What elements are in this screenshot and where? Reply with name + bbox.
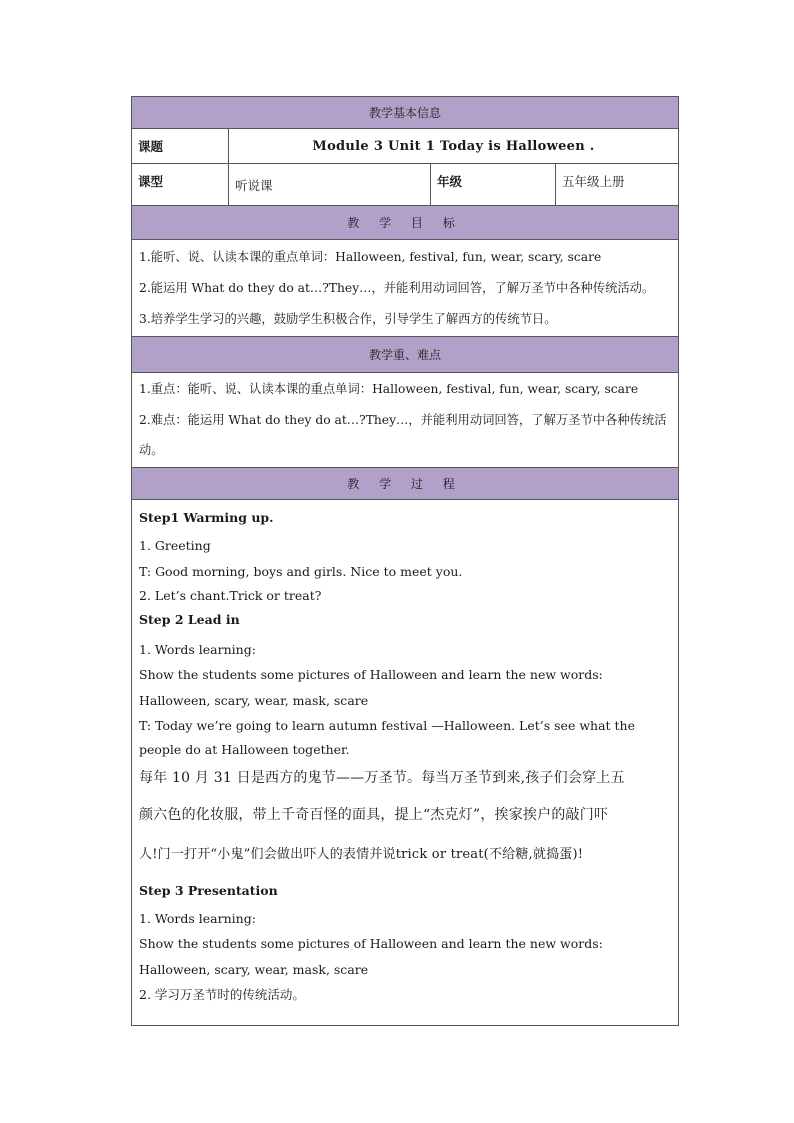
- step2-title: Step 2 Lead in: [139, 612, 240, 627]
- type-row: [132, 164, 679, 206]
- lesson-plan-sheet: [131, 96, 678, 1026]
- step1-title: Step1 Warming up.: [139, 510, 274, 525]
- process-body: [132, 500, 679, 1026]
- goals-header-row: [132, 206, 679, 240]
- step3-line: 2. 学习万圣节时的传统活动。: [139, 987, 305, 1002]
- step3-title: Step 3 Presentation: [139, 882, 278, 898]
- step1-line: T: Good morning, boys and girls. Nice to meet you.: [139, 563, 463, 579]
- process-header: 教 学 过 程: [132, 468, 679, 500]
- key-item: 1.重点：能听、说、认读本课的重点单词：Halloween, festival, fun, wear, scary, scare: [139, 382, 639, 396]
- topic-row: [132, 129, 679, 164]
- step2-line: 1. Words learning:: [139, 641, 256, 657]
- type-value: 听说课: [229, 164, 431, 206]
- step1-line: 2. Let’s chant.Trick or treat?: [139, 588, 322, 603]
- lesson-plan-table: [131, 96, 679, 1026]
- halloween-description-line: 每年 10 月 31 日是西方的鬼节——万圣节。每当万圣节到来,孩子们会穿上五: [139, 769, 625, 786]
- type-label: 课型: [132, 164, 229, 206]
- process-row: [132, 500, 679, 1026]
- process-header-row: [132, 468, 679, 500]
- keys-header: 教学重、难点: [132, 337, 679, 373]
- key-item: 2.难点：能运用 What do they do at…?They…，并能利用动词回答，了解万圣节中各种传统活动。: [139, 413, 667, 457]
- step2-line: Halloween, scary, wear, mask, scare: [139, 692, 369, 708]
- step3-line: Halloween, scary, wear, mask, scare: [139, 961, 369, 977]
- goals-header: 教 学 目 标: [132, 206, 679, 240]
- basic-info-header-row: [132, 97, 679, 129]
- basic-info-header: 教学基本信息: [132, 97, 679, 129]
- step1-line: 1. Greeting: [139, 538, 211, 553]
- step3-line: 1. Words learning:: [139, 910, 256, 926]
- grade-label: 年级: [431, 164, 556, 206]
- halloween-description-line: 颜六色的化妆服，带上千奇百怪的面具，提上“杰克灯”，挨家挨户的敲门吓: [139, 806, 609, 823]
- goal-item: 2.能运用 What do they do at…?They…，并能利用动词回答，了解万圣节中各种传统活动。: [139, 281, 655, 295]
- goal-item: 1.能听、说、认读本课的重点单词：Halloween, festival, fun, wear, scary, scare: [139, 250, 602, 264]
- keys-row: [132, 373, 679, 468]
- goals-body: [132, 240, 679, 337]
- keys-body: [132, 373, 679, 468]
- topic-label: 课题: [132, 129, 229, 164]
- goals-row: [132, 240, 679, 337]
- step2-line: Show the students some pictures of Halloween and learn the new words:: [139, 667, 603, 682]
- step2-line: people do at Halloween together.: [139, 741, 350, 757]
- halloween-description-line: 人!门一打开“小鬼”们会做出吓人的表情并说trick or treat(不给糖,就捣蛋)!: [139, 846, 584, 862]
- keys-header-row: [132, 337, 679, 373]
- topic-value: Module 3 Unit 1 Today is Halloween .: [229, 129, 679, 164]
- step3-line: Show the students some pictures of Halloween and learn the new words:: [139, 936, 603, 951]
- goal-item: 3.培养学生学习的兴趣，鼓励学生积极合作，引导学生了解西方的传统节日。: [139, 312, 557, 326]
- step2-line: T: Today we’re going to learn autumn festival —Halloween. Let’s see what the: [139, 718, 635, 733]
- grade-value: 五年级上册: [556, 164, 679, 206]
